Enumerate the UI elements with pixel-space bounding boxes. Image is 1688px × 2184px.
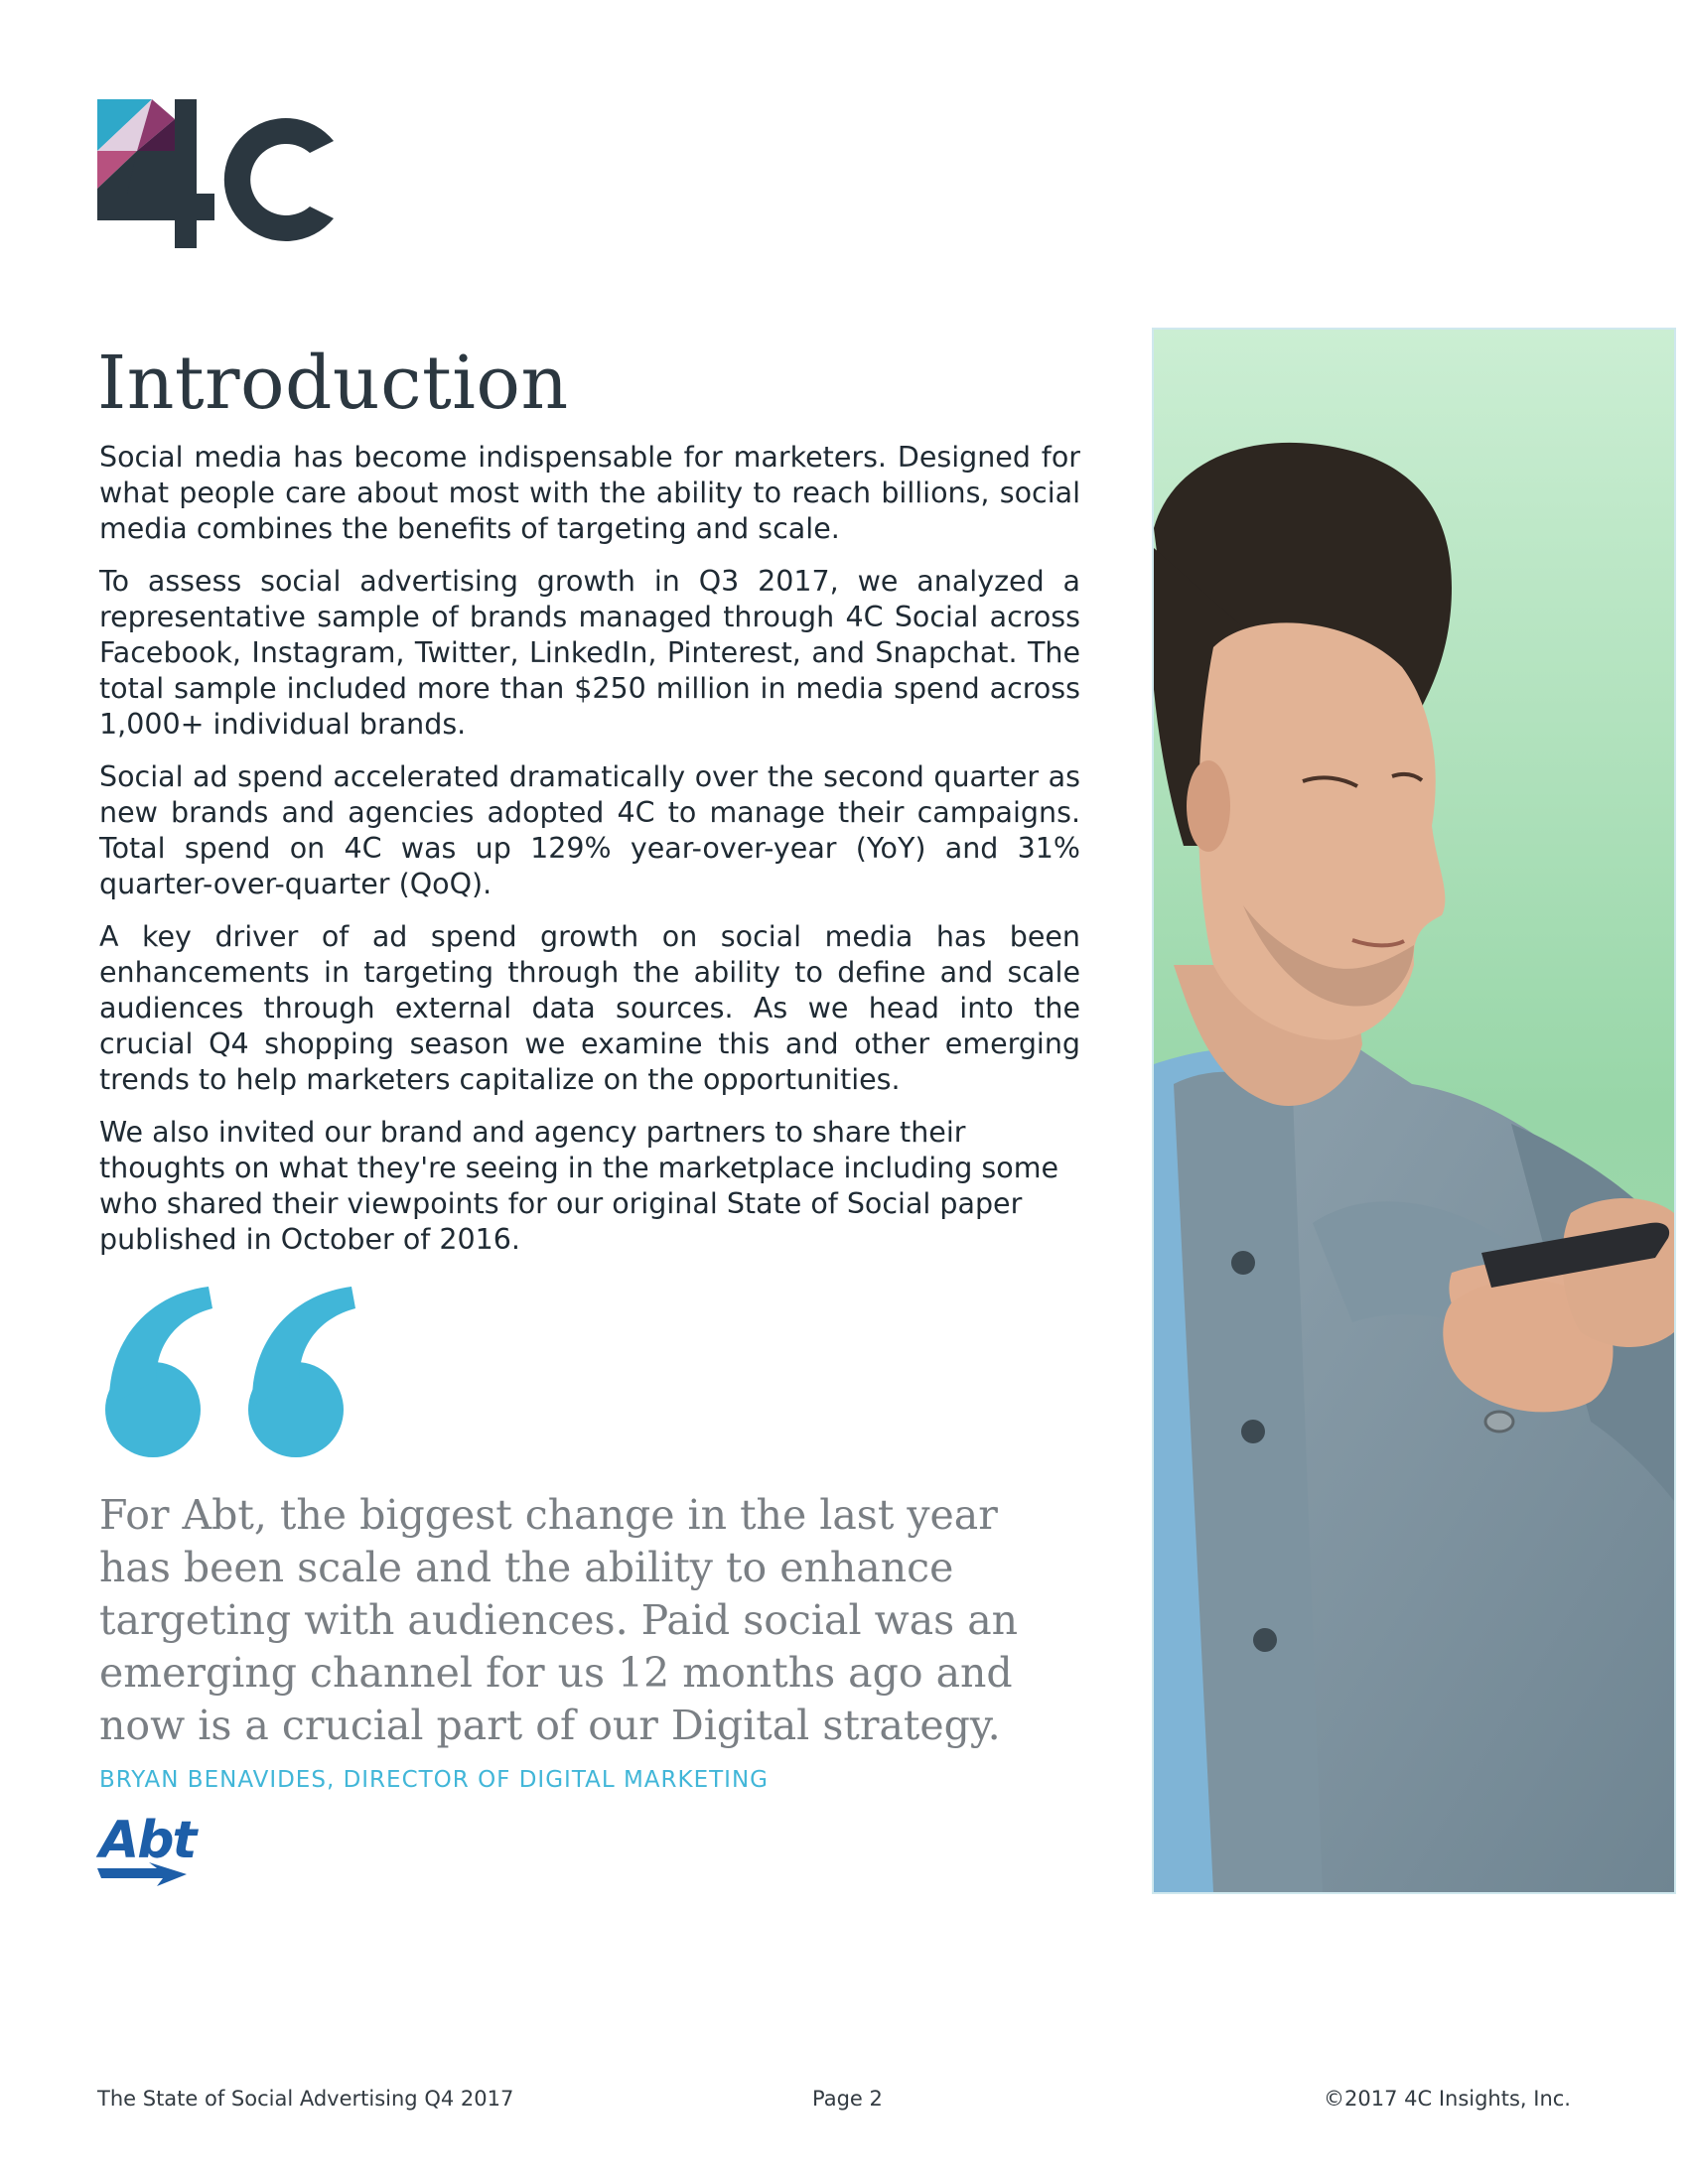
man-using-phone-photo bbox=[1152, 328, 1676, 1894]
quote-author: BRYAN BENAVIDES, DIRECTOR OF DIGITAL MARKETING bbox=[99, 1767, 769, 1793]
company-logo-4c bbox=[97, 99, 336, 248]
footer-page-number: Page 2 bbox=[812, 2087, 883, 2111]
intro-paragraph: Social media has become indispensable for marketers. Designed for what people care about most with the ability to reach billions, social media combines the benefits of targeting and scale. bbox=[99, 441, 1080, 545]
intro-paragraph: Social ad spend accelerated dramatically over the second quarter as new brands and agencies adopted 4C to manage their campaigns. Total spend on 4C was up 129% year-over-year (YoY) and 31% quarter-over-quarter (QoQ). bbox=[99, 760, 1080, 900]
intro-paragraph: To assess social advertising growth in Q3 2017, we analyzed a representative sample of brands managed through 4C Social across Facebook, Instagram, Twitter, LinkedIn, Pinterest, and Snapchat. The total sample included more than $250 million in media spend across 1,000+ individual brands. bbox=[99, 565, 1080, 741]
abt-logo-text: Abt bbox=[99, 1811, 196, 1870]
intro-paragraph: We also invited our brand and agency partners to share their thoughts on what they're seeing in the marketplace including some who shared their viewpoints for our original State of Social paper published in October of 2016. bbox=[99, 1116, 1058, 1256]
intro-paragraph: A key driver of ad spend growth on social media has been enhancements in targeting through the ability to define and scale audiences through external data sources. As we head into the crucial Q4 shopping season we examine this and other emerging trends to help marketers capitalize on the opportunities. bbox=[99, 920, 1080, 1096]
footer-copyright: ©2017 4C Insights, Inc. bbox=[1324, 2087, 1571, 2111]
page-title: Introduction bbox=[97, 341, 569, 426]
open-quote-icon bbox=[97, 1283, 365, 1461]
testimonial-quote: For Abt, the biggest change in the last year has been scale and the ability to enhance targeting with audiences. Paid social was an emerging channel for us 12 months ago and now is a crucial part of our Digital strategy. bbox=[99, 1491, 1019, 1749]
intro-body bbox=[99, 440, 1080, 1275]
footer-document-title: The State of Social Advertising Q4 2017 bbox=[97, 2087, 514, 2111]
abt-logo bbox=[97, 1809, 216, 1890]
